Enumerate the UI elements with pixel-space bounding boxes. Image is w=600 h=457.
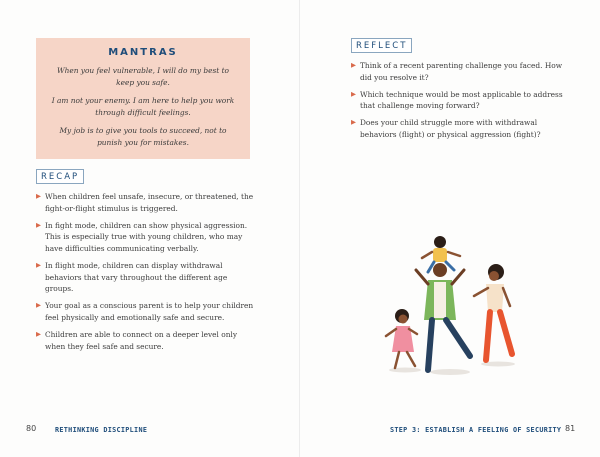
bullet-icon: ▶ <box>351 118 356 127</box>
mantra-3: My job is to give you tools to succeed, not to punish you for mistakes. <box>59 126 227 147</box>
recap-list <box>36 191 254 358</box>
bullet-icon: ▶ <box>36 260 41 269</box>
bullet-icon: ▶ <box>36 220 41 229</box>
reflect-item: ▶ Think of a recent parenting challenge you faced. How did you resolve it? <box>351 61 563 82</box>
running-head-left: RETHINKING DISCIPLINE <box>55 426 148 434</box>
recap-item: ▶ Your goal as a conscious parent is to help your children feel physically and emotionally safe and secure. <box>36 301 254 322</box>
reflect-label: REFLECT <box>351 38 412 53</box>
recap-item: ▶ When children feel unsafe, insecure, or threatened, the fight-or-flight stimulus is triggered. <box>36 192 254 213</box>
bullet-icon: ▶ <box>351 61 356 69</box>
girl-figure <box>386 309 417 368</box>
page-number-left: 80 <box>26 424 37 433</box>
mantras-box <box>36 38 250 159</box>
bullet-icon: ▶ <box>351 89 356 98</box>
mother-figure <box>474 264 512 360</box>
mantra-1: When you feel vulnerable, I will do my best to keep you safe. <box>56 66 230 87</box>
bullet-icon: ▶ <box>36 329 41 338</box>
running-head-right: STEP 3: ESTABLISH A FEELING OF SECURITY <box>390 426 562 434</box>
recap-label: RECAP <box>36 169 84 184</box>
mantras-title: MANTRAS <box>108 47 178 58</box>
mantra-2: I am not your enemy. I am here to help you work through difficult feelings. <box>51 96 235 117</box>
recap-item: ▶ In flight mode, children can display withdrawal behaviors that vary throughout the different age groups. <box>36 260 228 294</box>
reflect-item: ▶ Does your child struggle more with withdrawal behaviors (flight) or physical aggression (fight)? <box>351 118 541 139</box>
recap-item: ▶ Children are able to connect on a deeper level only when they feel safe and secure. <box>36 329 238 351</box>
bullet-icon: ▶ <box>36 301 41 310</box>
father-figure <box>416 236 470 370</box>
page-number-right: 81 <box>565 424 576 433</box>
left-page <box>0 0 299 457</box>
family-illustration <box>370 230 540 380</box>
bullet-icon: ▶ <box>36 192 41 200</box>
recap-item: ▶ In fight mode, children can show physical aggression. This is especially true with young children, who may have difficulties communicating verbally. <box>36 220 248 253</box>
reflect-list <box>351 60 566 146</box>
reflect-item: ▶ Which technique would be most applicable to address that challenge moving forward? <box>351 89 563 111</box>
